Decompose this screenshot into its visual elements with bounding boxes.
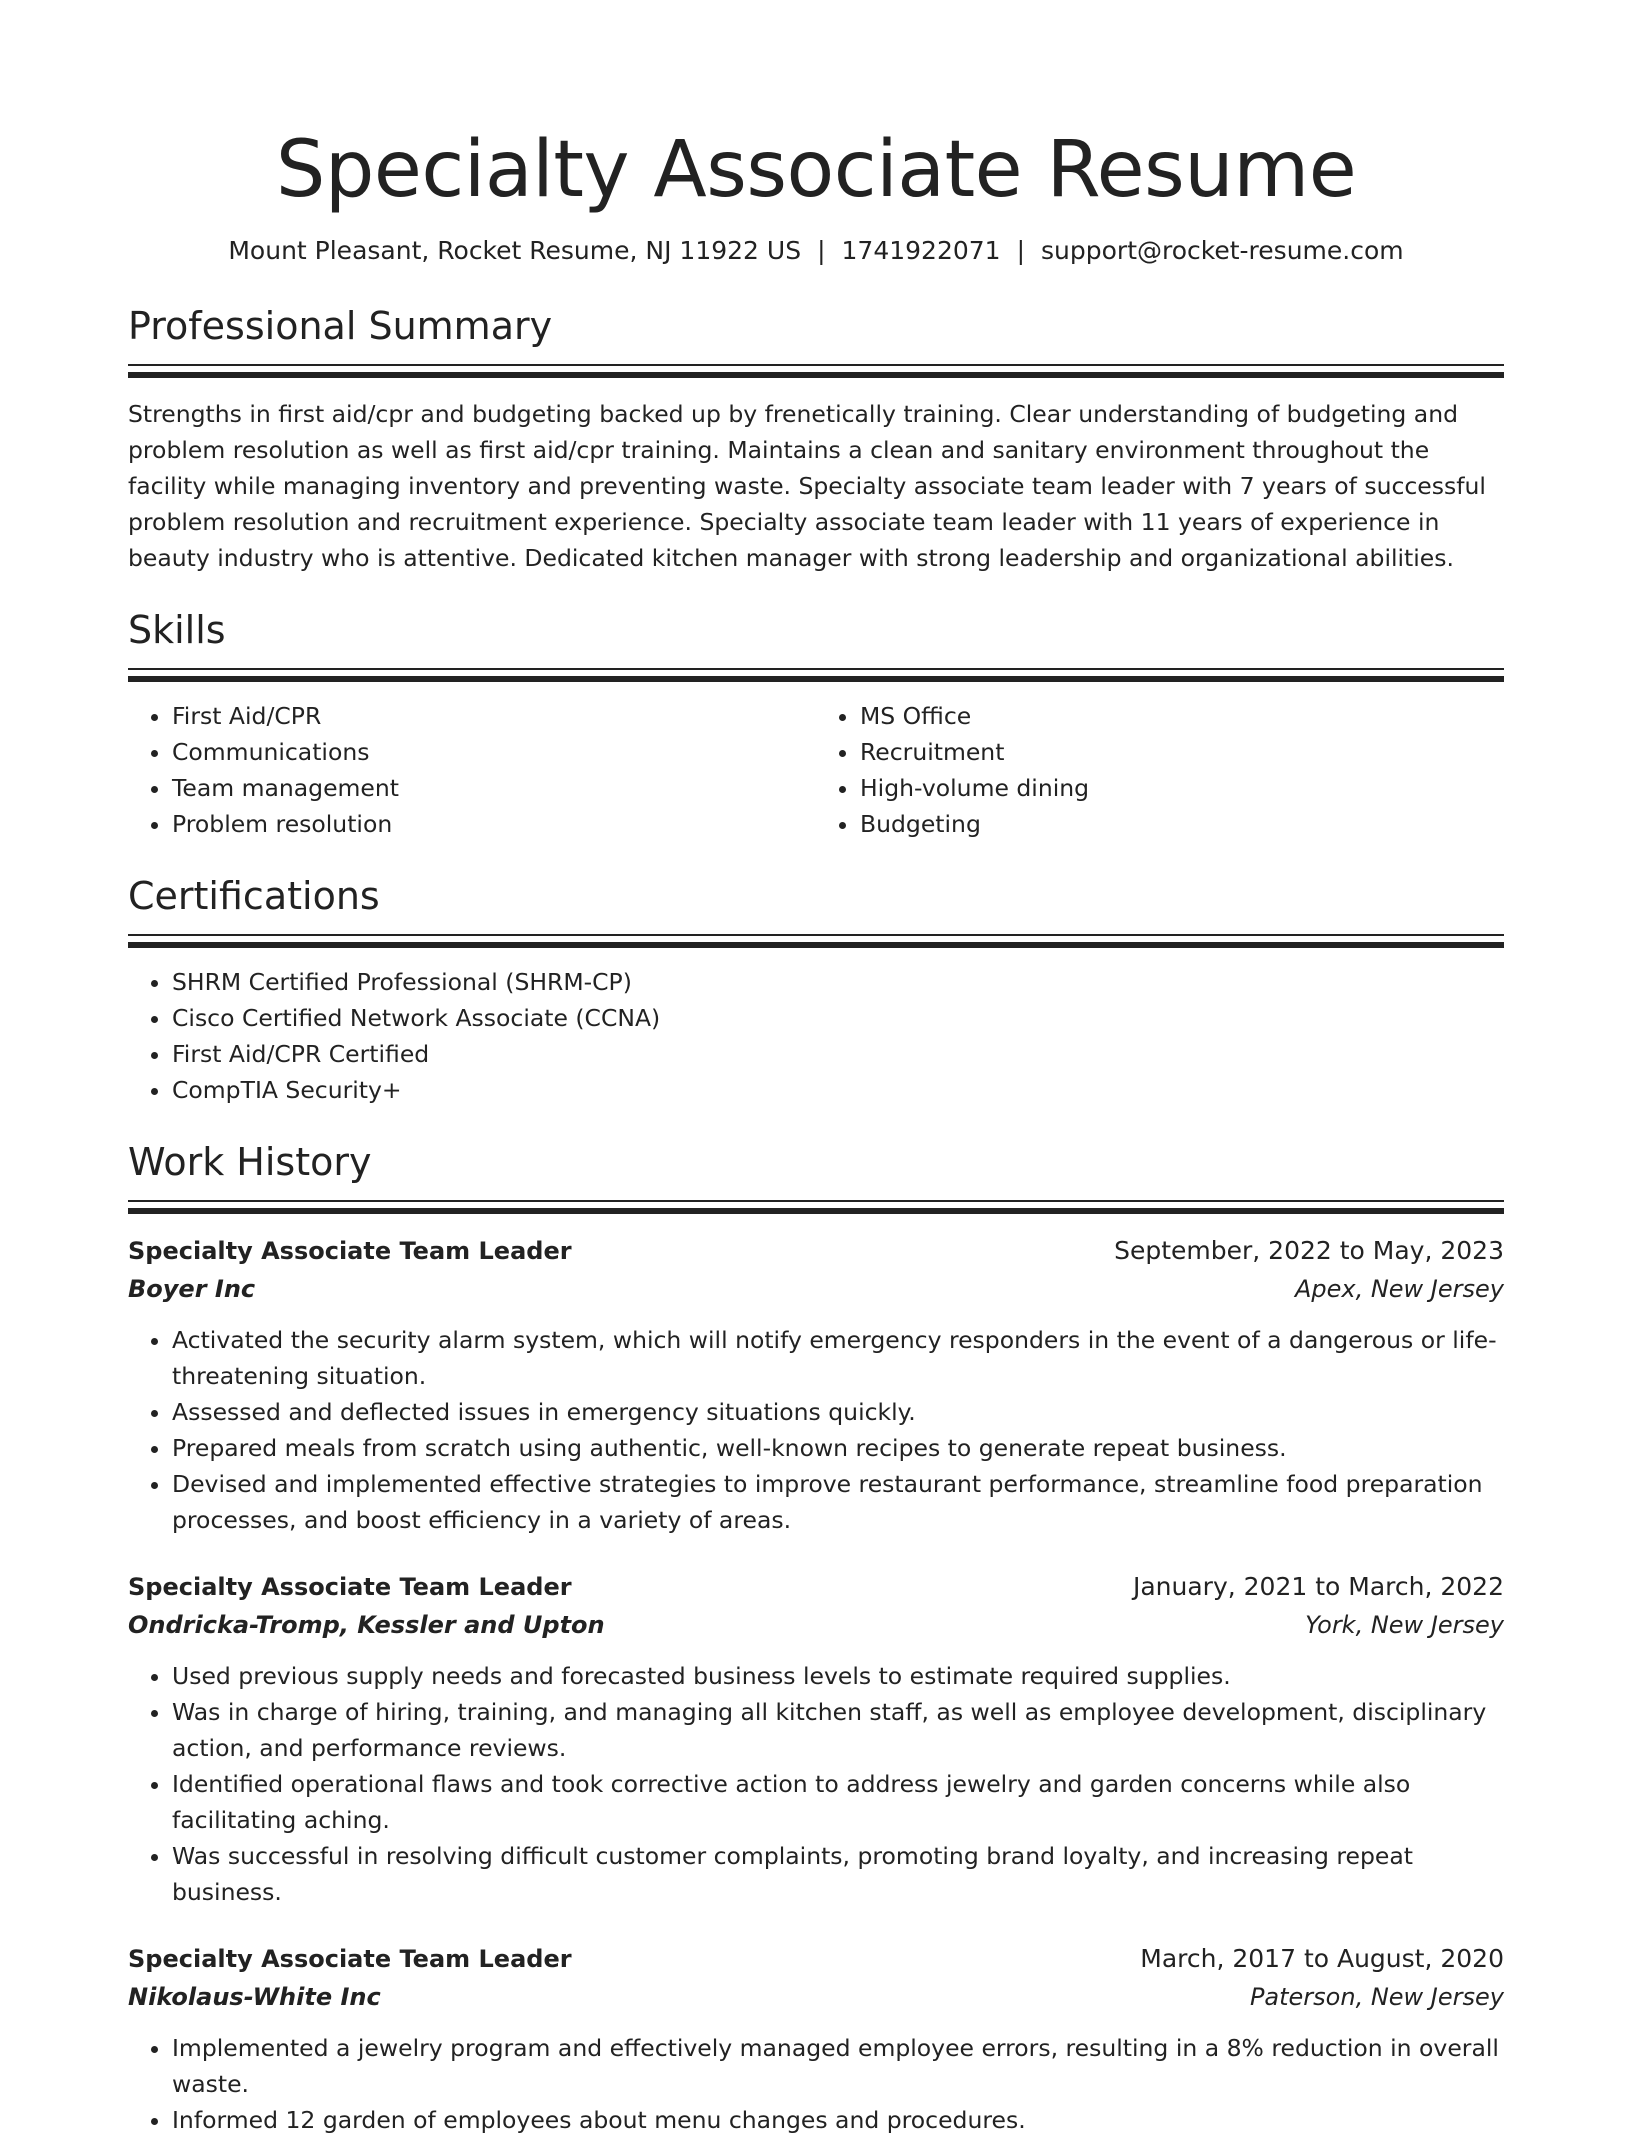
job-location: York, New Jersey <box>1305 1611 1504 1639</box>
job-bullets <box>128 2030 1504 2138</box>
resume-page <box>128 0 1504 2138</box>
job-subheader <box>128 1978 1504 2016</box>
job-company: Ondricka-Tromp, Kessler and Upton <box>128 1611 605 1639</box>
summary-section <box>128 302 1504 576</box>
resume-title: Specialty Associate Resume <box>275 125 1357 215</box>
section-divider <box>128 364 1504 378</box>
job-bullet: • Devised and implemented effective strategies to improve restaurant performance, streamline food preparation processes, and boost efficiency in a variety of areas. <box>172 1466 1504 1538</box>
job-bullet: • Assessed and deflected issues in emergency situations quickly. <box>172 1394 1504 1430</box>
skill-item: • First Aid/CPR <box>172 698 816 734</box>
job-entry <box>128 1568 1504 1910</box>
job-header <box>128 1940 1504 1978</box>
skills-grid <box>128 698 1504 842</box>
skills-list-left <box>128 698 816 842</box>
contact-line <box>128 234 1504 268</box>
job-dates: January, 2021 to March, 2022 <box>1132 1572 1504 1601</box>
skill-item: • Recruitment <box>860 734 1504 770</box>
job-title: Specialty Associate Team Leader <box>128 1945 572 1973</box>
summary-text: Strengths in first aid/cpr and budgeting backed up by frenetically training. Clear understanding of budgeting and problem resolution as well as first aid/cpr training. Maintains a clean and sanitary environment throughout the facility while managing inventory and preventing waste. Specialty associate team leader with 7 years of successful problem resolution and recruitment experience. Specialty associate team leader with 11 years of experience in beauty industry who is attentive. Dedicated kitchen manager with strong leadership and organizational abilities. <box>128 400 1486 572</box>
certification-item: • Cisco Certified Network Associate (CCNA) <box>172 1000 1504 1036</box>
job-bullet: • Used previous supply needs and forecasted business levels to estimate required supplies. <box>172 1658 1504 1694</box>
section-heading-certifications: Certifications <box>128 874 380 918</box>
section-divider <box>128 1200 1504 1214</box>
job-header <box>128 1232 1504 1270</box>
job-company: Boyer Inc <box>128 1275 256 1303</box>
section-heading-summary: Professional Summary <box>128 304 553 348</box>
skill-item: • MS Office <box>860 698 1504 734</box>
certifications-list <box>128 964 1504 1108</box>
certifications-section <box>128 872 1504 1108</box>
job-entry <box>128 1232 1504 1538</box>
job-entry <box>128 1940 1504 2138</box>
skill-item: • High-volume dining <box>860 770 1504 806</box>
job-bullet: • Identified operational flaws and took corrective action to address jewelry and garden concerns while also facilitating aching. <box>172 1766 1504 1838</box>
skills-list-right <box>816 698 1504 842</box>
certification-item: • SHRM Certified Professional (SHRM-CP) <box>172 964 1504 1000</box>
job-bullets <box>128 1322 1504 1538</box>
work-history-section <box>128 1138 1504 2138</box>
job-subheader <box>128 1606 1504 1644</box>
job-bullet: • Implemented a jewelry program and effectively managed employee errors, resulting in a 8% reduction in overall waste. <box>172 2030 1504 2102</box>
job-dates: September, 2022 to May, 2023 <box>1114 1236 1504 1265</box>
job-title: Specialty Associate Team Leader <box>128 1573 572 1601</box>
job-title: Specialty Associate Team Leader <box>128 1237 572 1265</box>
certification-item: • First Aid/CPR Certified <box>172 1036 1504 1072</box>
skill-item: • Budgeting <box>860 806 1504 842</box>
job-subheader <box>128 1270 1504 1308</box>
job-dates: March, 2017 to August, 2020 <box>1140 1944 1504 1973</box>
skills-section <box>128 606 1504 842</box>
section-heading-skills: Skills <box>128 608 226 652</box>
section-divider <box>128 934 1504 948</box>
skill-item: • Team management <box>172 770 816 806</box>
job-bullets <box>128 1658 1504 1910</box>
job-bullet: • Was successful in resolving difficult customer complaints, promoting brand loyalty, and increasing repeat business. <box>172 1838 1504 1910</box>
job-bullet: • Informed 12 garden of employees about menu changes and procedures. <box>172 2102 1504 2138</box>
contact-phone: 1741922071 <box>841 236 1001 265</box>
skill-item: • Problem resolution <box>172 806 816 842</box>
job-bullet: • Activated the security alarm system, which will notify emergency responders in the event of a dangerous or life-threatening situation. <box>172 1322 1504 1394</box>
job-location: Apex, New Jersey <box>1294 1275 1504 1303</box>
contact-separator: | <box>817 236 826 265</box>
job-bullet: • Was in charge of hiring, training, and managing all kitchen staff, as well as employee development, disciplinary action, and performance reviews. <box>172 1694 1504 1766</box>
job-location: Paterson, New Jersey <box>1249 1983 1504 2011</box>
section-heading-work-history: Work History <box>128 1140 372 1184</box>
contact-separator: | <box>1016 236 1026 265</box>
job-company: Nikolaus-White Inc <box>128 1983 381 2011</box>
job-bullet: • Prepared meals from scratch using authentic, well-known recipes to generate repeat business. <box>172 1430 1504 1466</box>
job-header <box>128 1568 1504 1606</box>
contact-email: support@rocket-resume.com <box>1041 236 1404 265</box>
contact-address: Mount Pleasant, Rocket Resume, NJ 11922 US <box>228 236 802 265</box>
section-divider <box>128 668 1504 682</box>
certification-item: • CompTIA Security+ <box>172 1072 1504 1108</box>
skill-item: • Communications <box>172 734 816 770</box>
